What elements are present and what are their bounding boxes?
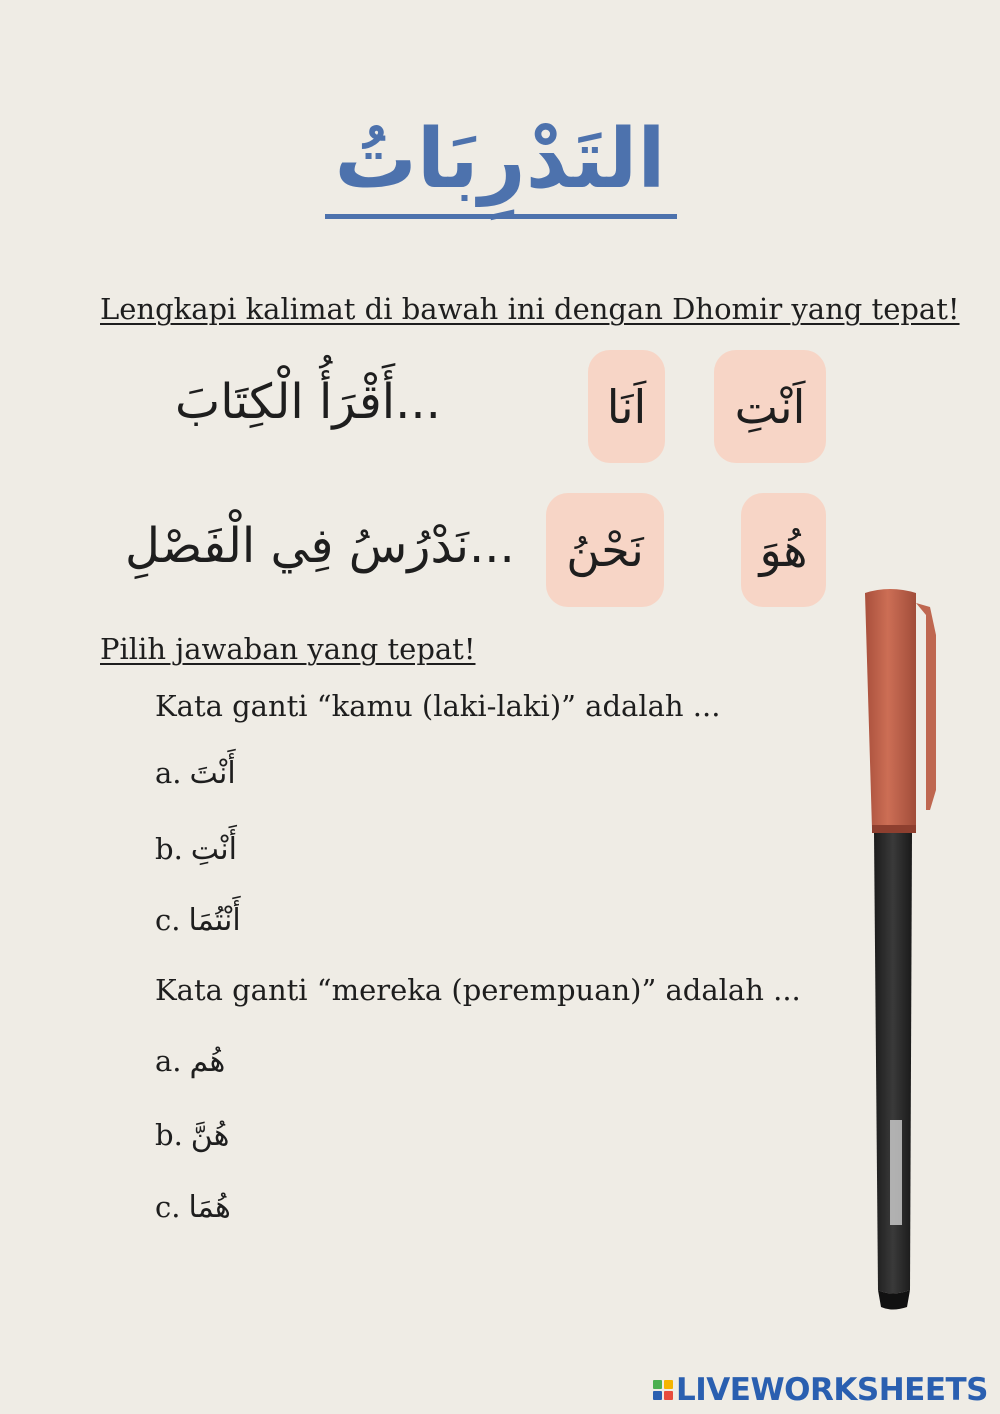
option-text: هُنَّ	[190, 1118, 230, 1153]
option-letter: c.	[155, 903, 181, 937]
title-underline	[325, 214, 677, 219]
q1-option-b[interactable]	[155, 832, 237, 867]
option-text: هُمَا	[188, 1190, 231, 1225]
question-1: Kata ganti “kamu (laki-laki)” adalah ...	[155, 689, 721, 723]
q1-option-a[interactable]	[155, 756, 236, 791]
option-text: أَنْتِ	[190, 832, 237, 867]
q2-option-a[interactable]	[155, 1044, 225, 1079]
option-letter: b.	[155, 1118, 183, 1152]
option-letter: a.	[155, 1044, 182, 1078]
option-letter: a.	[155, 756, 182, 790]
q2-option-c[interactable]	[155, 1190, 231, 1225]
option-letter: b.	[155, 832, 183, 866]
q2-option-b[interactable]	[155, 1118, 229, 1153]
logo-text: LIVEWORKSHEETS	[676, 1372, 988, 1408]
option-text: هُم	[189, 1044, 226, 1079]
marker-pen-icon	[860, 585, 940, 1315]
option-letter: c.	[155, 1190, 181, 1224]
sentence-2: ...نَدْرُسُ فِي الْفَصْلِ	[125, 518, 515, 574]
q1-option-c[interactable]	[155, 903, 241, 938]
liveworksheets-logo-icon	[653, 1380, 673, 1400]
choice-ana[interactable]: اَنَا	[588, 350, 665, 463]
page-title: التَدْرِبَاتُ	[334, 112, 666, 207]
option-text: أَنْتُمَا	[188, 903, 241, 938]
choice-nahnu[interactable]: نَحْنُ	[546, 493, 664, 607]
liveworksheets-logo[interactable]	[653, 1372, 988, 1408]
choice-anti[interactable]: اَنْتِ	[714, 350, 826, 463]
question-2: Kata ganti “mereka (perempuan)” adalah ...	[155, 973, 801, 1007]
choice-huwa[interactable]: هُوَ	[741, 493, 826, 607]
option-text: أَنْتَ	[189, 756, 236, 791]
instruction-choose: Pilih jawaban yang tepat!	[100, 632, 476, 666]
instruction-fill-in: Lengkapi kalimat di bawah ini dengan Dhomir yang tepat!	[100, 292, 960, 326]
sentence-1: ...أَقْرَأُ الْكِتَابَ	[175, 374, 441, 430]
